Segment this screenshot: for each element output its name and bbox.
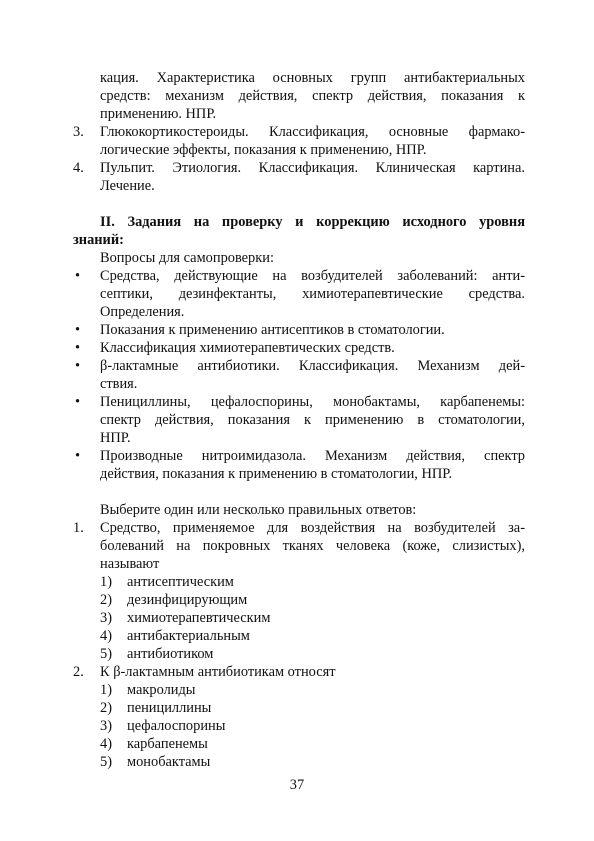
text-line: применению. НПР.	[100, 106, 217, 122]
list-number: 4.	[73, 160, 84, 176]
answer-option	[73, 627, 525, 645]
option-number: 4)	[100, 736, 112, 752]
text-line: К β-лактамным антибиотикам относят	[100, 664, 336, 680]
answer-option	[73, 645, 525, 663]
text-line: спектр действия, показания к применению в стоматологии,	[100, 412, 525, 428]
bullet-item	[73, 447, 525, 483]
text-line: называют	[100, 556, 160, 572]
option-number: 3)	[100, 718, 112, 734]
text-line: Пульпит. Этиология. Классификация. Клиническая картина.	[100, 160, 525, 176]
spacer	[73, 483, 525, 501]
text-line: действия, показания к применению в стоматологии, НПР.	[100, 466, 453, 482]
question-item	[73, 519, 525, 573]
bullet-item	[73, 267, 525, 321]
heading-line: знаний:	[73, 232, 124, 248]
text-line: болеваний на покровных тканях человека (коже, слизистых),	[100, 538, 525, 554]
option-text: дезинфицирующим	[127, 592, 248, 608]
list-number: 3.	[73, 124, 84, 140]
option-number: 1)	[100, 682, 112, 698]
answer-option	[73, 717, 525, 735]
text-line: Производные нитроимидазола. Механизм действия, спектр	[100, 448, 525, 464]
list-item	[73, 123, 525, 159]
text-line: средств: механизм действия, спектр действия, показания к	[100, 88, 525, 104]
bullet-icon: •	[75, 394, 81, 410]
text-line: Классификация химиотерапевтических средств.	[100, 340, 395, 356]
option-number: 4)	[100, 628, 112, 644]
bullet-icon: •	[75, 448, 81, 464]
option-number: 5)	[100, 646, 112, 662]
option-text: карбапенемы	[127, 736, 208, 752]
option-number: 2)	[100, 592, 112, 608]
text-line: β-лактамные антибиотики. Классификация. Механизм дей-	[100, 358, 525, 374]
answer-option	[73, 609, 525, 627]
option-text: антибактериальным	[127, 628, 250, 644]
bullet-icon: •	[75, 268, 81, 284]
answer-option	[73, 753, 525, 771]
answer-option	[73, 573, 525, 591]
text-line: Показания к применению антисептиков в стоматологии.	[100, 322, 445, 338]
list-item-continuation	[73, 69, 525, 123]
bullet-item	[73, 357, 525, 393]
heading-line: II. Задания на проверку и коррекцию исходного уровня	[100, 214, 525, 230]
answer-option	[73, 735, 525, 753]
text-line: Глюкокортикостероиды. Классификация, основные фармако-	[100, 124, 525, 140]
text-column	[73, 69, 525, 771]
quiz-instruction: Выберите один или несколько правильных ответов:	[100, 502, 417, 518]
text-line: ствия.	[100, 376, 138, 392]
bullet-item	[73, 339, 525, 357]
text-line: Средство, применяемое для воздействия на возбудителей за-	[100, 520, 525, 536]
option-text: макролиды	[127, 682, 196, 698]
answer-option	[73, 699, 525, 717]
text-line: НПР.	[100, 430, 131, 446]
bullet-item	[73, 393, 525, 447]
bullet-icon: •	[75, 322, 81, 338]
list-item	[73, 159, 525, 195]
text-line: Определения.	[100, 304, 185, 320]
option-text: химиотерапевтическим	[127, 610, 271, 626]
option-number: 3)	[100, 610, 112, 626]
option-text: антисептическим	[127, 574, 234, 590]
text-line: Пенициллины, цефалоспорины, монобактамы, карбапенемы:	[100, 394, 525, 410]
question-number: 2.	[73, 664, 84, 680]
option-text: антибиотиком	[127, 646, 214, 662]
self-check-intro: Вопросы для самопроверки:	[100, 250, 274, 266]
bullet-icon: •	[75, 358, 81, 374]
text-line: Лечение.	[100, 178, 155, 194]
option-number: 1)	[100, 574, 112, 590]
section-heading	[73, 213, 525, 249]
bullet-item	[73, 321, 525, 339]
option-number: 2)	[100, 700, 112, 716]
page-number: 37	[289, 777, 305, 793]
question-item	[73, 663, 525, 681]
text-line: Средства, действующие на возбудителей заболеваний: анти-	[100, 268, 525, 284]
question-number: 1.	[73, 520, 84, 536]
text-line: септики, дезинфектанты, химиотерапевтические средства.	[100, 286, 525, 302]
option-text: цефалоспорины	[127, 718, 226, 734]
option-text: монобактамы	[127, 754, 211, 770]
spacer	[73, 195, 525, 213]
option-text: пенициллины	[127, 700, 212, 716]
answer-option	[73, 591, 525, 609]
answer-option	[73, 681, 525, 699]
text-line: логические эффекты, показания к применению, НПР.	[100, 142, 427, 158]
option-number: 5)	[100, 754, 112, 770]
bullet-icon: •	[75, 340, 81, 356]
text-line: кация. Характеристика основных групп антибактериальных	[100, 70, 525, 86]
